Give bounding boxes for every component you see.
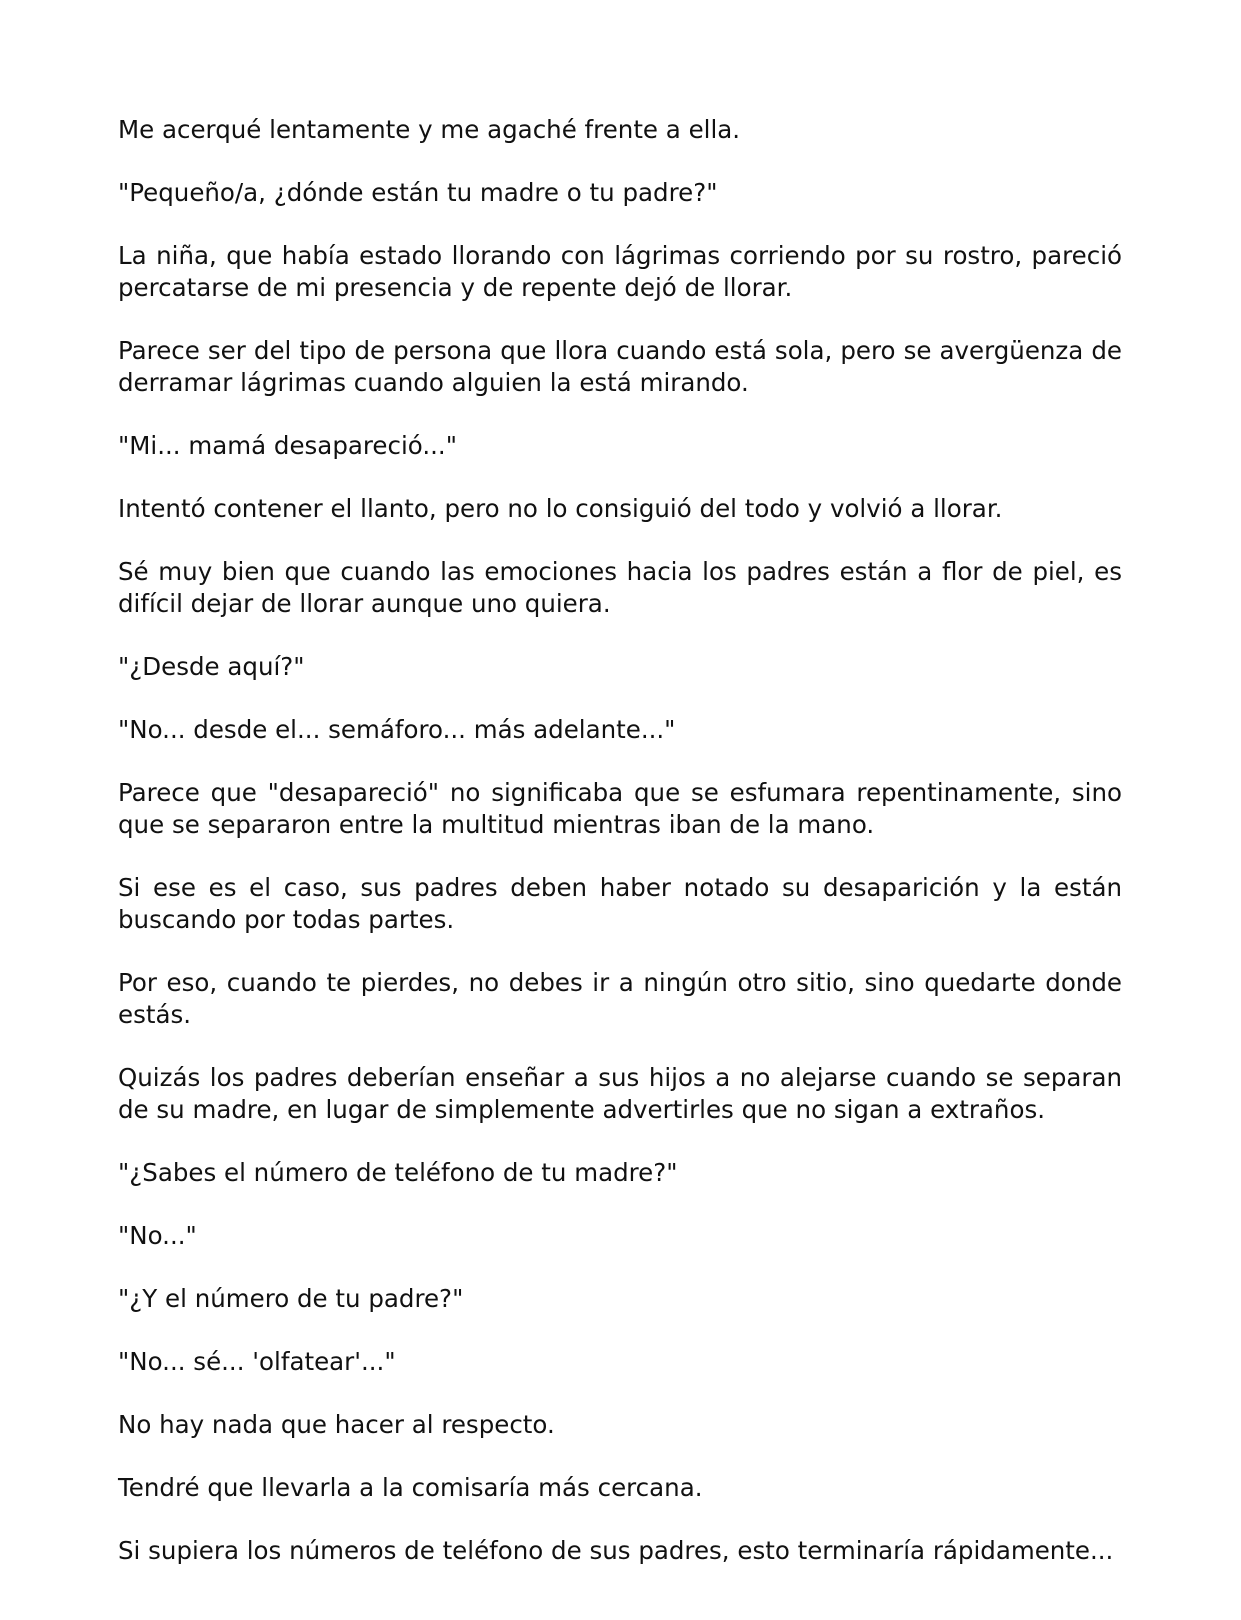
paragraph: Parece que "desapareció" no significaba que se esfumara repentinamente, sino que se separaron entre la multitud mientras iban de la mano. — [118, 778, 1122, 839]
paragraph: Sé muy bien que cuando las emociones hacia los padres están a flor de piel, es difícil dejar de llorar aunque uno quiera. — [118, 557, 1122, 618]
paragraph: No hay nada que hacer al respecto. — [118, 1410, 555, 1439]
paragraph: Si supiera los números de teléfono de sus padres, esto terminaría rápidamente... — [118, 1536, 1114, 1565]
paragraph: Quizás los padres deberían enseñar a sus hijos a no alejarse cuando se separan de su madre, en lugar de simplemente advertirles que no sigan a extraños. — [118, 1063, 1122, 1124]
paragraph: Por eso, cuando te pierdes, no debes ir a ningún otro sitio, sino quedarte donde estás. — [118, 968, 1122, 1029]
paragraph: "¿Desde aquí?" — [118, 652, 305, 681]
paragraph: La niña, que había estado llorando con lágrimas corriendo por su rostro, pareció percatarse de mi presencia y de repente dejó de llorar. — [118, 241, 1122, 302]
paragraph: "¿Y el número de tu padre?" — [118, 1284, 464, 1313]
paragraph: "¿Sabes el número de teléfono de tu madre?" — [118, 1158, 678, 1187]
paragraph: Me acerqué lentamente y me agaché frente a ella. — [118, 115, 741, 144]
paragraph: "No... sé... 'olfatear'..." — [118, 1347, 396, 1376]
paragraph: "Pequeño/a, ¿dónde están tu madre o tu padre?" — [118, 178, 718, 207]
body-text — [118, 114, 1122, 1598]
paragraph: Intentó contener el llanto, pero no lo consiguió del todo y volvió a llorar. — [118, 494, 1003, 523]
paragraph: "No... desde el... semáforo... más adelante..." — [118, 715, 676, 744]
paragraph: Si ese es el caso, sus padres deben haber notado su desaparición y la están buscando por todas partes. — [118, 873, 1122, 934]
paragraph: "No..." — [118, 1221, 197, 1250]
paragraph: "Mi... mamá desapareció..." — [118, 431, 457, 460]
paragraph: Parece ser del tipo de persona que llora cuando está sola, pero se avergüenza de derramar lágrimas cuando alguien la está mirando. — [118, 336, 1122, 397]
paragraph: Tendré que llevarla a la comisaría más cercana. — [118, 1473, 703, 1502]
